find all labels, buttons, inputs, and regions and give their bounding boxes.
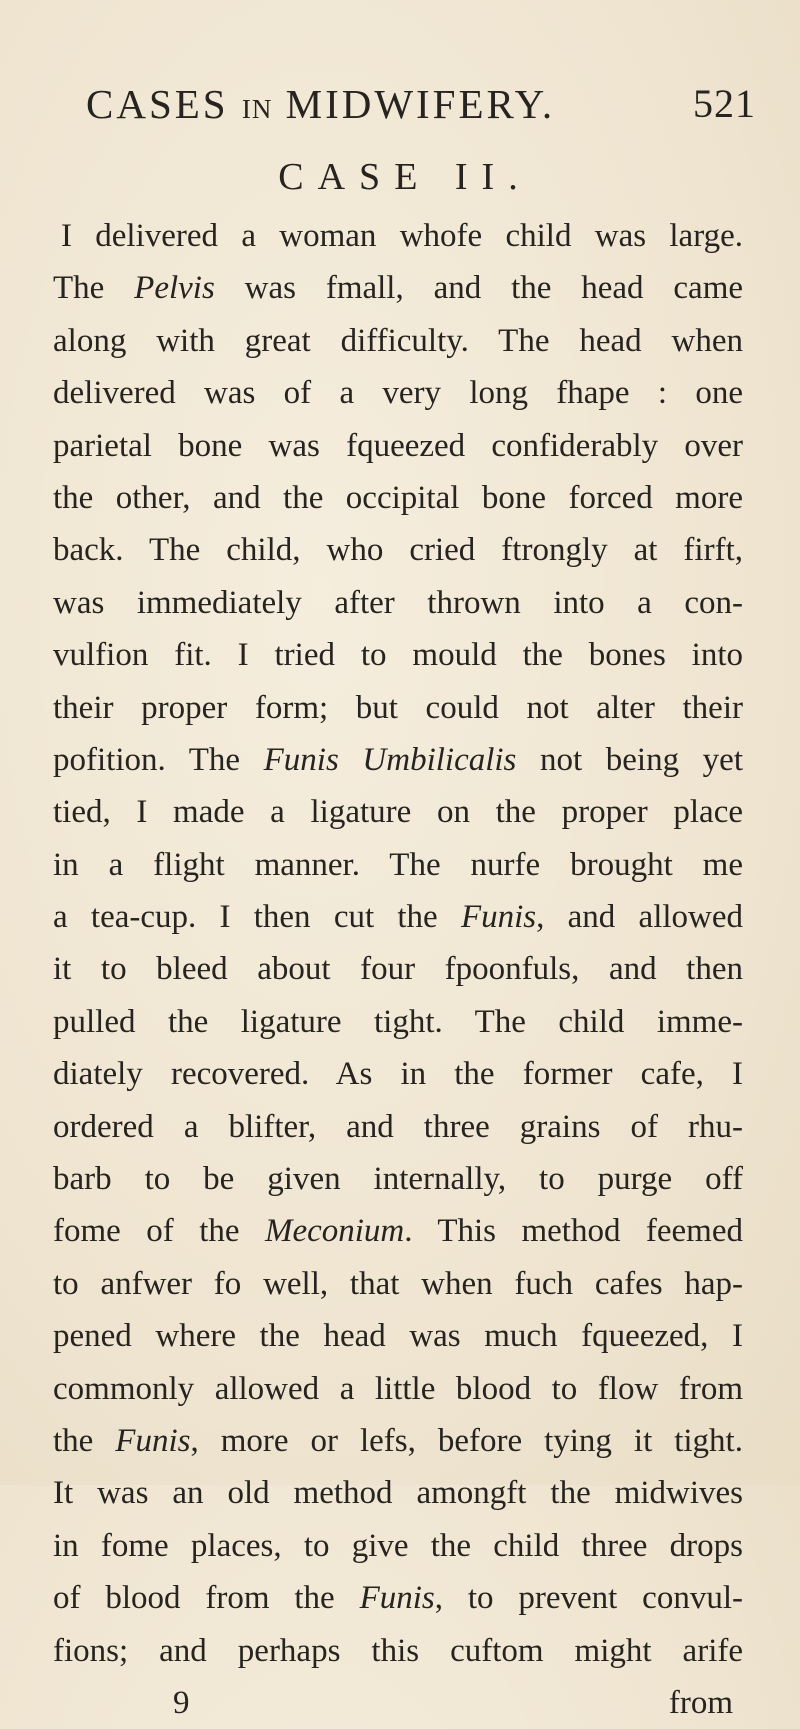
text-line: vulfion fit. I tried to mould the bones into (53, 637, 743, 674)
text-line: tied, I made a ligature on the proper place (53, 794, 743, 831)
signature-mark: 9 (173, 1684, 190, 1721)
text-line: was immediately after thrown into a con- (53, 584, 743, 621)
text-line: in a flight manner. The nurfe brought me (53, 846, 743, 883)
text-line: The Pelvis was fmall, and the head came (53, 270, 744, 307)
text-line: delivered was of a very long fhape : one (53, 375, 743, 412)
italic-term: Funis (460, 899, 537, 936)
text-line: diately recovered. As in the former cafe, I (53, 1056, 743, 1093)
case-heading: CASE II. (278, 156, 532, 198)
text-line: commonly allowed a little blood to flow from (53, 1370, 743, 1407)
text-line: along with great difficulty. The head when (53, 322, 743, 359)
footer-line (53, 1677, 743, 1729)
italic-term: Funis Umbilicalis (263, 741, 517, 778)
text-line: fions; and perhaps this cuftom might arife (53, 1632, 743, 1669)
text-line: fome of the Meconium. This method feemed (53, 1213, 743, 1250)
running-head-title-start: CASES (86, 81, 242, 127)
text-line: ordered a blifter, and three grains of rhu- (53, 1108, 743, 1145)
text-line: to anfwer fo well, that when fuch cafes hap- (53, 1265, 743, 1302)
page-number: 521 (693, 81, 756, 126)
text-line: parietal bone was fqueezed confiderably over (53, 427, 743, 464)
body-text (53, 210, 743, 1729)
running-head (86, 80, 756, 130)
text-line: pofition. The Funis Umbilicalis not being yet (53, 741, 743, 778)
running-head-title-small: IN (241, 94, 273, 124)
text-line: the other, and the occipital bone forced more (53, 479, 743, 516)
text-line: I delivered a woman whofe child was large. (61, 218, 743, 254)
italic-term: Pelvis (134, 270, 215, 307)
text-line: a tea-cup. I then cut the Funis, and allowed (53, 899, 744, 936)
text-line: pened where the head was much fqueezed, I (53, 1318, 743, 1355)
text-line: pulled the ligature tight. The child imme- (53, 1003, 743, 1040)
text-line: in fome places, to give the child three drops (53, 1527, 743, 1564)
text-line: It was an old method amongft the midwives (53, 1475, 743, 1512)
catchword: from (668, 1684, 733, 1721)
running-head-title-end: MIDWIFERY. (272, 81, 556, 127)
text-line: it to bleed about four fpoonfuls, and then (53, 951, 743, 988)
text-line: their proper form; but could not alter their (53, 689, 743, 726)
italic-term: Funis (359, 1580, 435, 1617)
text-line: back. The child, who cried ftrongly at firft, (53, 532, 743, 569)
text-line: barb to be given internally, to purge off (53, 1161, 743, 1198)
text-line: the Funis, more or lefs, before tying it tight. (53, 1422, 743, 1459)
text-line: of blood from the Funis, to prevent convul- (53, 1580, 743, 1617)
italic-term: Meconium (264, 1213, 405, 1250)
italic-term: Funis (115, 1422, 191, 1459)
